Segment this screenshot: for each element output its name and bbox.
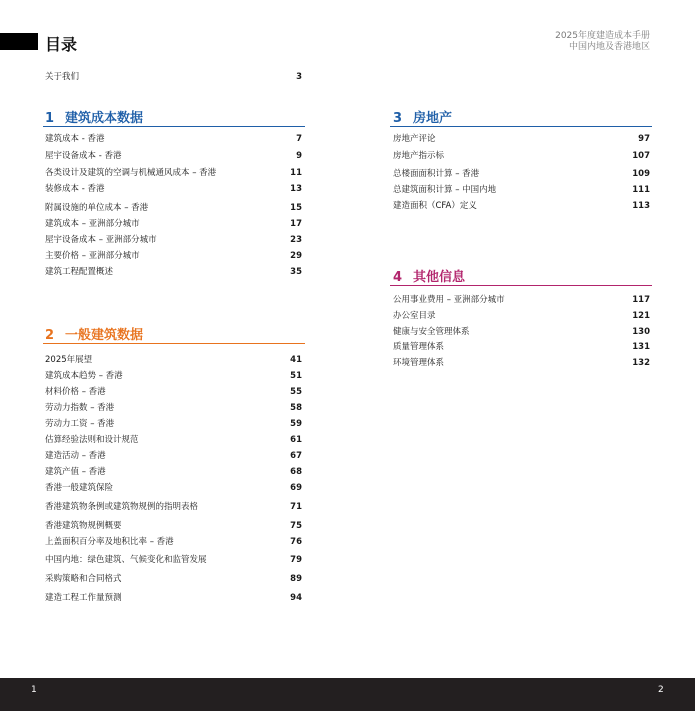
toc-entry[interactable] bbox=[393, 340, 650, 352]
toc-entry-label: 主要价格 – 亚洲部分城市 bbox=[45, 251, 140, 261]
toc-entry-label: 材料价格 – 香港 bbox=[45, 387, 106, 397]
toc-entry[interactable] bbox=[393, 183, 650, 195]
toc-entry-page: 132 bbox=[632, 358, 650, 368]
section-number: 1 bbox=[45, 111, 55, 126]
toc-entry-page: 111 bbox=[632, 185, 650, 195]
section-rule bbox=[43, 343, 305, 344]
toc-entry-label: 建造面积（CFA）定义 bbox=[393, 201, 477, 211]
toc-entry[interactable] bbox=[45, 182, 302, 194]
section-rule bbox=[390, 126, 652, 127]
toc-entry[interactable] bbox=[393, 293, 650, 305]
toc-entry-label: 2025年展望 bbox=[45, 355, 93, 365]
toc-entry-page: 7 bbox=[296, 134, 302, 144]
manual-title-line2: 中国内地及香港地区 bbox=[568, 42, 650, 52]
toc-entry-label: 香港建筑物条例或建筑物规例的指明表格 bbox=[45, 502, 199, 512]
page-title: 目录 bbox=[45, 35, 78, 54]
section-rule bbox=[43, 126, 305, 127]
section-title: 其他信息 bbox=[413, 270, 466, 285]
footer-bar bbox=[0, 678, 695, 711]
toc-entry[interactable] bbox=[45, 132, 302, 144]
toc-entry-label: 屋宇设备成本 – 亚洲部分城市 bbox=[45, 235, 157, 245]
toc-entry-about[interactable] bbox=[45, 70, 302, 82]
toc-entry-label: 关于我们 bbox=[45, 72, 80, 82]
toc-entry-page: 109 bbox=[632, 169, 650, 179]
header-accent-bar bbox=[0, 33, 38, 50]
toc-entry-page: 75 bbox=[290, 521, 302, 531]
toc-entry[interactable] bbox=[45, 417, 302, 429]
toc-entry-label: 上盖面积百分率及地积比率 – 香港 bbox=[45, 537, 174, 547]
toc-entry-label: 中国内地：绿色建筑、气候变化和监管发展 bbox=[45, 555, 207, 565]
section-number: 2 bbox=[45, 328, 55, 343]
toc-entry-page: 51 bbox=[290, 371, 302, 381]
toc-entry-label: 房地产指示标 bbox=[393, 151, 445, 161]
toc-entry-page: 97 bbox=[638, 134, 650, 144]
toc-entry[interactable] bbox=[45, 572, 302, 584]
toc-entry-page: 29 bbox=[290, 251, 302, 261]
toc-entry[interactable] bbox=[393, 356, 650, 368]
toc-entry-label: 办公室目录 bbox=[393, 311, 436, 321]
manual-title bbox=[555, 31, 650, 53]
toc-entry[interactable] bbox=[45, 401, 302, 413]
toc-entry[interactable] bbox=[393, 167, 650, 179]
section-rule bbox=[390, 285, 652, 286]
section-heading-3 bbox=[393, 107, 452, 126]
page-number-right: 2 bbox=[658, 685, 664, 695]
toc-entry-label: 建筑工程配置概述 bbox=[45, 267, 114, 277]
toc-entry-label: 各类设计及建筑的空调与机械通风成本 – 香港 bbox=[45, 168, 217, 178]
toc-entry-page: 89 bbox=[290, 574, 302, 584]
toc-entry[interactable] bbox=[45, 553, 302, 565]
toc-entry[interactable] bbox=[45, 449, 302, 461]
toc-entry[interactable] bbox=[45, 201, 302, 213]
section-number: 3 bbox=[393, 111, 403, 126]
toc-entry-page: 58 bbox=[290, 403, 302, 413]
manual-title-line1: 2025年度建造成本手册 bbox=[555, 31, 650, 41]
section-heading-4 bbox=[393, 266, 465, 285]
toc-entry-label: 建筑成本 - 香港 bbox=[45, 134, 105, 144]
toc-entry[interactable] bbox=[45, 249, 302, 261]
toc-entry-label: 香港一般建筑保险 bbox=[45, 483, 114, 493]
toc-entry-label: 房地产评论 bbox=[393, 134, 436, 144]
toc-entry[interactable] bbox=[45, 369, 302, 381]
toc-entry[interactable] bbox=[45, 500, 302, 512]
toc-entry[interactable] bbox=[45, 265, 302, 277]
toc-entry-page: 68 bbox=[290, 467, 302, 477]
toc-entry-label: 健康与安全管理体系 bbox=[393, 327, 470, 337]
toc-entry-label: 建造工程工作量预测 bbox=[45, 593, 122, 603]
toc-entry-page: 107 bbox=[632, 151, 650, 161]
toc-entry[interactable] bbox=[45, 465, 302, 477]
toc-entry[interactable] bbox=[45, 385, 302, 397]
toc-entry-page: 13 bbox=[290, 184, 302, 194]
toc-entry-page: 41 bbox=[290, 355, 302, 365]
toc-entry-page: 17 bbox=[290, 219, 302, 229]
section-heading-2 bbox=[45, 324, 143, 343]
toc-entry-page: 79 bbox=[290, 555, 302, 565]
toc-entry-label: 劳动力工资 – 香港 bbox=[45, 419, 115, 429]
toc-entry-label: 总建筑面积计算 – 中国内地 bbox=[393, 185, 497, 195]
toc-entry-page: 3 bbox=[296, 72, 302, 82]
section-heading-1 bbox=[45, 107, 143, 126]
toc-entry[interactable] bbox=[45, 217, 302, 229]
toc-entry-page: 76 bbox=[290, 537, 302, 547]
toc-entry-page: 69 bbox=[290, 483, 302, 493]
toc-entry-page: 113 bbox=[632, 201, 650, 211]
toc-entry-page: 121 bbox=[632, 311, 650, 321]
toc-entry[interactable] bbox=[393, 309, 650, 321]
toc-entry[interactable] bbox=[393, 325, 650, 337]
toc-entry-label: 装修成本 - 香港 bbox=[45, 184, 105, 194]
toc-entry-label: 建筑产值 – 香港 bbox=[45, 467, 106, 477]
toc-entry-page: 11 bbox=[290, 168, 302, 178]
toc-entry-page: 23 bbox=[290, 235, 302, 245]
toc-entry-label: 采购策略和合同格式 bbox=[45, 574, 122, 584]
toc-entry[interactable] bbox=[45, 535, 302, 547]
toc-entry-label: 屋宇设备成本 - 香港 bbox=[45, 151, 122, 161]
section-title: 一般建筑数据 bbox=[65, 328, 144, 343]
toc-entry-page: 15 bbox=[290, 203, 302, 213]
toc-entry-label: 附属设施的单位成本 – 香港 bbox=[45, 203, 149, 213]
toc-entry-page: 61 bbox=[290, 435, 302, 445]
toc-entry-label: 香港建筑物规例概要 bbox=[45, 521, 122, 531]
toc-entry[interactable] bbox=[45, 166, 302, 178]
toc-entry[interactable] bbox=[45, 433, 302, 445]
toc-entry-label: 建筑成本趋势 – 香港 bbox=[45, 371, 123, 381]
toc-entry-label: 总楼面面积计算 – 香港 bbox=[393, 169, 480, 179]
toc-entry-page: 9 bbox=[296, 151, 302, 161]
toc-entry-label: 估算经验法则和设计规范 bbox=[45, 435, 139, 445]
section-title: 房地产 bbox=[413, 111, 453, 126]
section-number: 4 bbox=[393, 270, 403, 285]
toc-entry-label: 建造活动 – 香港 bbox=[45, 451, 106, 461]
toc-entry-label: 质量管理体系 bbox=[393, 342, 445, 352]
toc-entry[interactable] bbox=[393, 132, 650, 144]
toc-entry-label: 环境管理体系 bbox=[393, 358, 445, 368]
toc-entry[interactable] bbox=[393, 149, 650, 161]
toc-entry-page: 35 bbox=[290, 267, 302, 277]
toc-entry-label: 建筑成本 – 亚洲部分城市 bbox=[45, 219, 140, 229]
section-title: 建筑成本数据 bbox=[65, 111, 144, 126]
toc-entry[interactable] bbox=[45, 481, 302, 493]
toc-entry-page: 117 bbox=[632, 295, 650, 305]
page-number-left: 1 bbox=[31, 685, 37, 695]
toc-entry[interactable] bbox=[45, 149, 302, 161]
toc-entry-label: 公用事业费用 – 亚洲部分城市 bbox=[393, 295, 505, 305]
toc-entry[interactable] bbox=[393, 199, 650, 211]
toc-entry-page: 59 bbox=[290, 419, 302, 429]
toc-entry-page: 130 bbox=[632, 327, 650, 337]
toc-entry[interactable] bbox=[45, 519, 302, 531]
toc-entry-page: 71 bbox=[290, 502, 302, 512]
toc-entry-page: 55 bbox=[290, 387, 302, 397]
toc-entry-page: 94 bbox=[290, 593, 302, 603]
toc-entry[interactable] bbox=[45, 353, 302, 365]
toc-entry-label: 劳动力指数 – 香港 bbox=[45, 403, 115, 413]
toc-entry-page: 131 bbox=[632, 342, 650, 352]
toc-entry[interactable] bbox=[45, 591, 302, 603]
toc-entry-page: 67 bbox=[290, 451, 302, 461]
toc-entry[interactable] bbox=[45, 233, 302, 245]
